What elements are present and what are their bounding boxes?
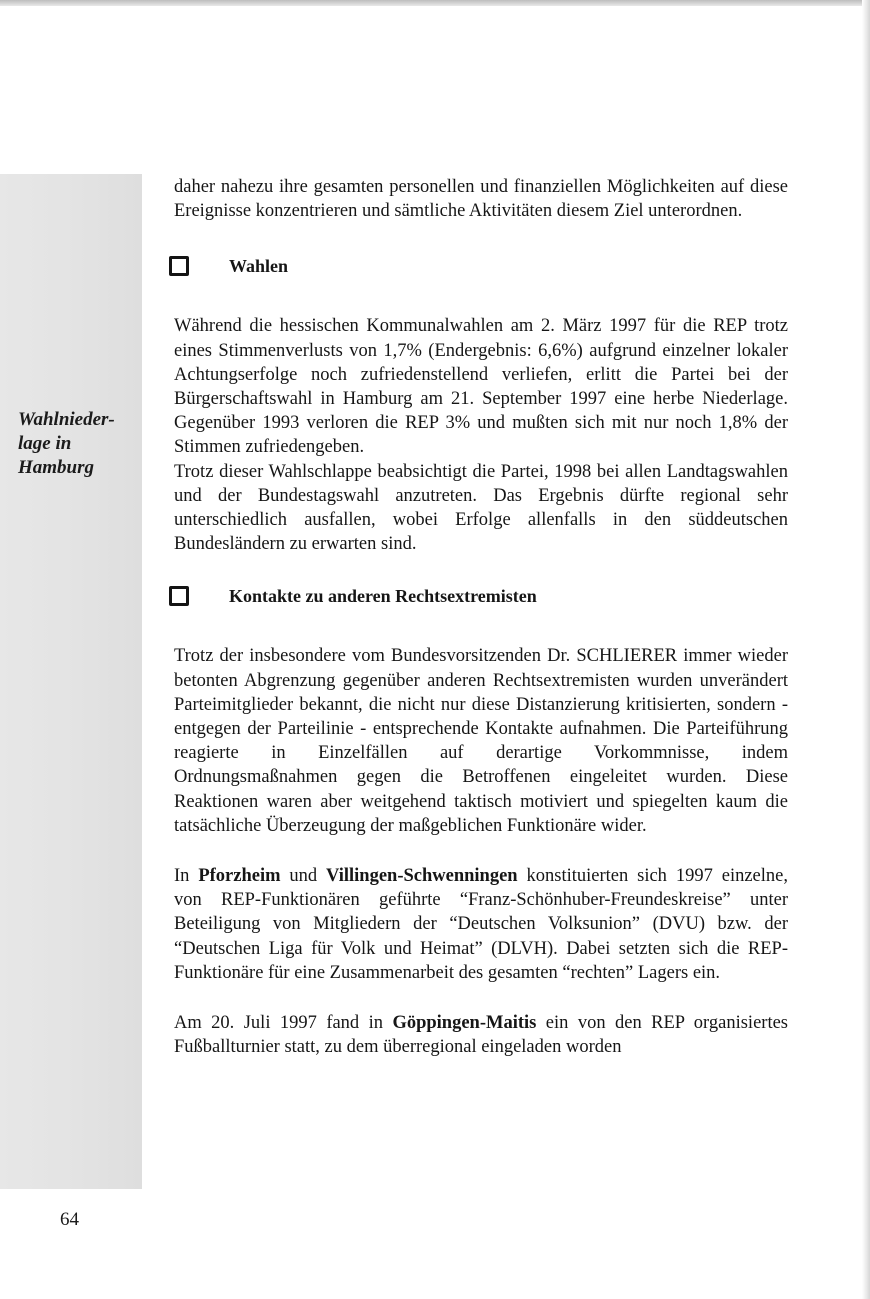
- text-run: ein von den REP organisiertes Fußballturnier statt, zu dem überregional eingeladen worden: [174, 1013, 788, 1058]
- margin-strip: [0, 174, 142, 1189]
- text-run: Am 20. Juli 1997 fand in: [174, 1013, 393, 1034]
- heading-kontakte-label: Kontakte zu anderen Rechtsextremisten: [229, 586, 537, 607]
- checkbox-icon: [169, 256, 189, 276]
- heading-wahlen-label: Wahlen: [229, 256, 289, 277]
- place-name: Pforzheim: [198, 866, 281, 887]
- wahlen-paragraph-2: Trotz dieser Wahlschlappe beabsichtigt die Partei, 1998 bei allen Landtagswahlen und der Bundestagswahl anzutreten. Das Ergebnis dürfte regional sehr unterschiedlich ausfallen, wobei Erfolge allenfalls in den süddeutschen Bundesländern zu erwarten sind.: [174, 461, 788, 555]
- kontakte-paragraph-3: [174, 1011, 788, 1059]
- margin-note-line: Hamburg: [18, 457, 95, 478]
- intro-paragraph: daher nahezu ihre gesamten personellen und finanziellen Möglichkeiten auf diese Ereignisse konzentrieren und sämtliche Aktivitäten diesem Ziel unterordnen.: [174, 177, 788, 222]
- heading-kontakte: [174, 584, 788, 608]
- margin-note-line: Wahlnieder-: [18, 409, 115, 430]
- place-name: Villingen-Schwenningen: [326, 866, 518, 887]
- text-run: und: [280, 866, 327, 887]
- page-top-edge: [0, 0, 870, 6]
- text-run: In: [174, 866, 199, 887]
- place-name: Göppingen-Maitis: [392, 1013, 537, 1034]
- heading-wahlen: [174, 254, 788, 278]
- page-number: 64: [60, 1209, 79, 1230]
- margin-note: [18, 408, 140, 480]
- margin-note-line: lage in: [18, 433, 72, 454]
- page-right-edge: [862, 0, 870, 1299]
- checkbox-icon: [169, 586, 189, 606]
- wahlen-paragraph-1: Während die hessischen Kommunalwahlen am 2. März 1997 für die REP trotz eines Stimmenverlusts von 1,7% (Endergebnis: 6,6%) aufgrund einzelner lokaler Achtungserfolge noch zufriedenstellend verliefen, erlitt die Partei bei der Bürgerschaftswahl in Hamburg am 21. September 1997 eine herbe Niederlage. Gegenüber 1993 verloren die REP 3% und mußten sich mit nur noch 1,8% der Stimmen zufriedengeben.: [174, 316, 788, 458]
- text-run: konstituierten sich 1997 einzelne, von REP-Funktionären geführte “Franz-Schönhuber-Freundeskreise” unter Beteiligung von Mitgliedern der “Deutschen Volksunion” (DVU) bzw. der “Deutschen Liga für Volk und Heimat” (DLVH). Dabei setzten sich die REP-Funktionäre für eine Zusammenarbeit des gesamten “rechten” Lagers ein.: [174, 866, 788, 983]
- kontakte-paragraph-1: Trotz der insbesondere vom Bundesvorsitzenden Dr. SCHLIERER immer wieder betonten Abgrenzung gegenüber anderen Rechtsextremisten wurden unverändert Parteimitglieder bekannt, die nicht nur diese Distanzierung kritisierten, sondern - entgegen der Parteilinie - entsprechende Kontakte aufnahmen. Die Parteiführung reagierte in Einzelfällen auf derartige Vorkommnisse, indem Ordnungsmaßnahmen gegen die Betroffenen eingeleitet wurden. Diese Reaktionen waren aber weitgehend taktisch motiviert und spiegelten kaum die tatsächliche Überzeugung der maßgeblichen Funktionäre wider.: [174, 646, 788, 836]
- kontakte-paragraph-2: [174, 864, 788, 985]
- main-text: [174, 175, 788, 1059]
